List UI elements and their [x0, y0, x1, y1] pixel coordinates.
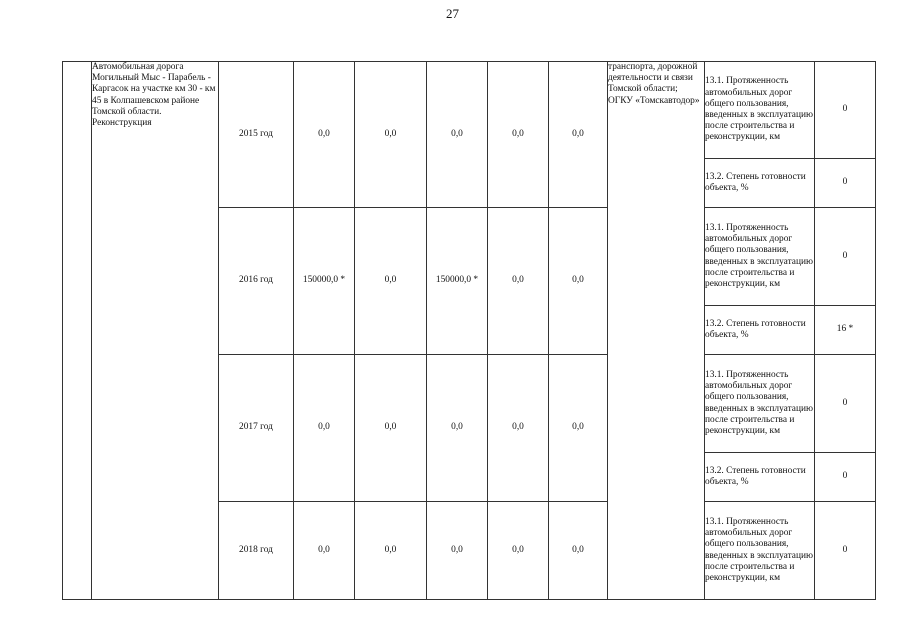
- indicator-value: 0: [815, 62, 876, 159]
- year-cell: 2016 год: [219, 208, 294, 355]
- value-cell: 0,0: [549, 502, 608, 600]
- indicator-name: 13.2. Степень готовности объекта, %: [705, 306, 815, 355]
- value-cell: 0,0: [427, 355, 488, 502]
- value-cell: 0,0: [488, 502, 549, 600]
- indicator-value: 0: [815, 502, 876, 600]
- value-cell: 0,0: [294, 502, 355, 600]
- indicator-name: 13.1. Протяженность автомобильных дорог общего пользования, введенных в эксплуатацию после строительства и реконструкции, км: [705, 208, 815, 306]
- indicator-value: 0: [815, 208, 876, 306]
- indicator-name: 13.1. Протяженность автомобильных дорог общего пользования, введенных в эксплуатацию после строительства и реконструкции, км: [705, 502, 815, 600]
- table-row: [63, 62, 876, 159]
- object-name-cell: Автомобильная дорога Могильный Мыс - Парабель - Каргасок на участке км 30 - км 45 в Колпашевском районе Томской области. Реконструкция: [92, 62, 219, 600]
- indicator-value: 0: [815, 159, 876, 208]
- program-table: [62, 61, 876, 600]
- value-cell: 150000,0 *: [294, 208, 355, 355]
- value-cell: 0,0: [549, 62, 608, 208]
- value-cell: 0,0: [549, 208, 608, 355]
- value-cell: 0,0: [294, 355, 355, 502]
- value-cell: 0,0: [355, 208, 427, 355]
- number-cell: [63, 62, 92, 600]
- indicator-name: 13.2. Степень готовности объекта, %: [705, 159, 815, 208]
- value-cell: 0,0: [488, 355, 549, 502]
- indicator-name: 13.1. Протяженность автомобильных дорог общего пользования, введенных в эксплуатацию после строительства и реконструкции, км: [705, 355, 815, 453]
- value-cell: 0,0: [549, 355, 608, 502]
- year-cell: 2015 год: [219, 62, 294, 208]
- value-cell: 0,0: [355, 62, 427, 208]
- value-cell: 0,0: [427, 62, 488, 208]
- value-cell: 0,0: [427, 502, 488, 600]
- executor-cell: транспорта, дорожной деятельности и связи Томской области; ОГКУ «Томскавтодор»: [608, 62, 705, 600]
- value-cell: 0,0: [294, 62, 355, 208]
- indicator-value: 16 *: [815, 306, 876, 355]
- indicator-name: 13.2. Степень готовности объекта, %: [705, 453, 815, 502]
- year-cell: 2018 год: [219, 502, 294, 600]
- value-cell: 150000,0 *: [427, 208, 488, 355]
- value-cell: 0,0: [488, 62, 549, 208]
- page-number: 27: [446, 6, 459, 21]
- indicator-name: 13.1. Протяженность автомобильных дорог общего пользования, введенных в эксплуатацию после строительства и реконструкции, км: [705, 62, 815, 159]
- indicator-value: 0: [815, 355, 876, 453]
- indicator-value: 0: [815, 453, 876, 502]
- value-cell: 0,0: [355, 502, 427, 600]
- value-cell: 0,0: [488, 208, 549, 355]
- value-cell: 0,0: [355, 355, 427, 502]
- year-cell: 2017 год: [219, 355, 294, 502]
